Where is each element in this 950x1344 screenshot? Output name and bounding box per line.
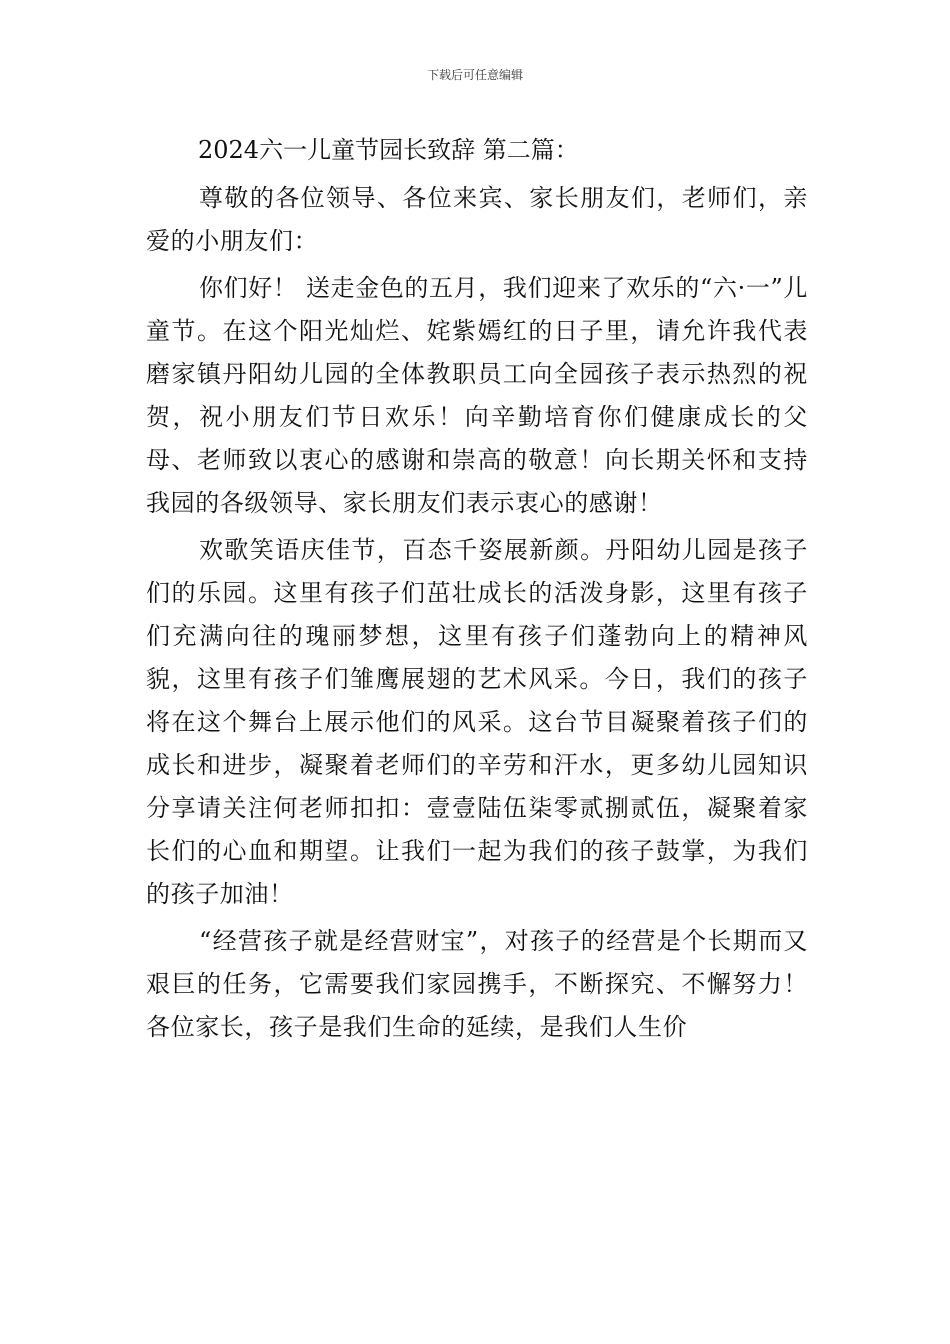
document-title: 2024六一儿童节园长致辞 第二篇： (198, 136, 579, 164)
document-body (146, 128, 808, 1049)
paragraph-parenting: “经营孩子就是经营财宝”，对孩子的经营是个长期而又艰巨的任务，它需要我们家园携手，不断探究、不懈努力！各位家长，孩子是我们生命的延续，是我们人生价 (146, 927, 808, 1041)
page-header-note: 下载后可任意编辑 (426, 68, 523, 82)
paragraph-greeting: 你们好！ 送走金色的五月，我们迎来了欢乐的“六·一”儿童节。在这个阳光灿烂、姹紫嫣红的日子里，请允许我代表磨家镇丹阳幼儿园的全体教职员工向全园孩子表示热烈的祝贺，祝小朋友们节日欢乐！向辛勤培育你们健康成长的父母、老师致以衷心的感谢和崇高的敬意！向长期关怀和支持我园的各级领导、家长朋友们表示衷心的感谢！ (146, 274, 808, 517)
paragraph-celebration: 欢歌笑语庆佳节，百态千姿展新颜。丹阳幼儿园是孩子们的乐园。这里有孩子们茁壮成长的活泼身影，这里有孩子们充满向往的瑰丽梦想，这里有孩子们蓬勃向上的精神风貌，这里有孩子们雏鹰展翅的艺术风采。今日，我们的孩子将在这个舞台上展示他们的风采。这台节目凝聚着孩子们的成长和进步，凝聚着老师们的辛劳和汗水，更多幼儿园知识分享请关注何老师扣扣：壹壹陆伍柒零贰捌贰伍，凝聚着家长们的心血和期望。让我们一起为我们的孩子鼓掌，为我们的孩子加油！ (146, 536, 808, 908)
paragraph-salutation: 尊敬的各位领导、各位来宾、家长朋友们，老师们，亲爱的小朋友们： (146, 184, 808, 255)
